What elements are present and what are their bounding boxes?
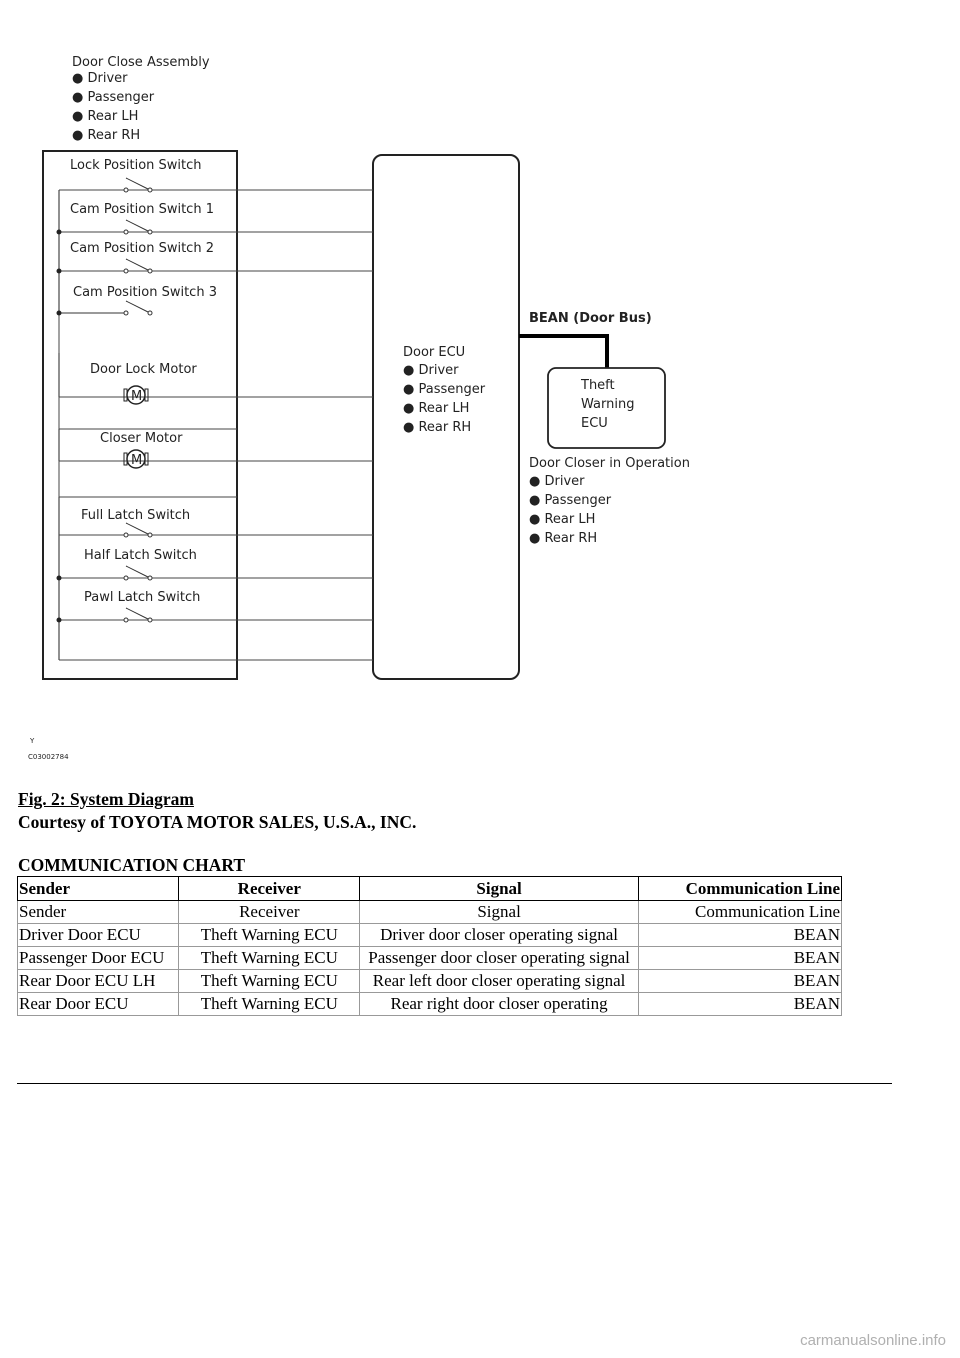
column-header: Sender bbox=[18, 877, 179, 901]
ecu-item: ● Rear RH bbox=[403, 420, 472, 435]
switch-label: Cam Position Switch 1 bbox=[70, 202, 214, 217]
table-row bbox=[18, 970, 842, 993]
motor-icon bbox=[124, 386, 148, 404]
operation-item: ● Rear RH bbox=[529, 531, 598, 546]
table-cell: Communication Line bbox=[638, 901, 841, 924]
ecu-item: ● Driver bbox=[403, 363, 459, 378]
table-row bbox=[18, 993, 842, 1016]
table-cell: Theft Warning ECU bbox=[179, 993, 360, 1016]
figure-title: Fig. 2: System Diagram bbox=[18, 789, 194, 809]
theft-ecu-label: ECU bbox=[581, 416, 608, 431]
latch-label: Half Latch Switch bbox=[84, 548, 197, 563]
svg-text:M: M bbox=[131, 453, 143, 468]
table-cell: Rear Door ECU LH bbox=[18, 970, 179, 993]
table-cell: BEAN bbox=[638, 970, 841, 993]
table-header-row bbox=[18, 877, 842, 901]
assembly-item: ● Passenger bbox=[72, 90, 155, 105]
table-row bbox=[18, 901, 842, 924]
communication-chart-table bbox=[17, 876, 842, 1016]
table-cell: Passenger door closer operating signal bbox=[360, 947, 638, 970]
assembly-title: Door Close Assembly bbox=[72, 55, 210, 70]
table-cell: Passenger Door ECU bbox=[18, 947, 179, 970]
ecu-item: ● Rear LH bbox=[403, 401, 470, 416]
ref-mark: Y bbox=[30, 737, 35, 745]
column-header: Signal bbox=[360, 877, 638, 901]
assembly-item: ● Rear LH bbox=[72, 109, 139, 124]
switch-label: Cam Position Switch 3 bbox=[73, 285, 217, 300]
table-cell: Rear Door ECU bbox=[18, 993, 179, 1016]
theft-ecu-label: Theft bbox=[581, 378, 615, 393]
assembly-item: ● Rear RH bbox=[72, 128, 141, 143]
table-cell: Driver door closer operating signal bbox=[360, 924, 638, 947]
ecu-title: Door ECU bbox=[403, 345, 466, 360]
motor-wires bbox=[59, 397, 237, 497]
column-header: Receiver bbox=[179, 877, 360, 901]
switch-label: Cam Position Switch 2 bbox=[70, 241, 214, 256]
latch-label: Pawl Latch Switch bbox=[84, 590, 201, 605]
table-cell: Driver Door ECU bbox=[18, 924, 179, 947]
operation-item: ● Driver bbox=[529, 474, 585, 489]
theft-ecu-label: Warning bbox=[581, 397, 635, 412]
table-cell: BEAN bbox=[638, 924, 841, 947]
ref-code: C03002784 bbox=[28, 753, 69, 761]
table-cell: Receiver bbox=[179, 901, 360, 924]
svg-text:M: M bbox=[131, 389, 143, 404]
table-cell: Rear right door closer operating bbox=[360, 993, 638, 1016]
table-cell: BEAN bbox=[638, 993, 841, 1016]
table-cell: BEAN bbox=[638, 947, 841, 970]
column-header: Communication Line bbox=[638, 877, 841, 901]
bus-label: BEAN (Door Bus) bbox=[529, 311, 652, 326]
table-cell: Theft Warning ECU bbox=[179, 947, 360, 970]
switch-label: Lock Position Switch bbox=[70, 158, 202, 173]
table-cell: Signal bbox=[360, 901, 638, 924]
table-cell: Rear left door closer operating signal bbox=[360, 970, 638, 993]
motor-label: Door Lock Motor bbox=[90, 362, 197, 377]
operation-title: Door Closer in Operation bbox=[529, 456, 690, 471]
page-divider bbox=[17, 1083, 892, 1084]
assembly-item: ● Driver bbox=[72, 71, 128, 86]
figure-courtesy: Courtesy of TOYOTA MOTOR SALES, U.S.A., INC. bbox=[18, 812, 417, 832]
ecu-item: ● Passenger bbox=[403, 382, 486, 397]
operation-item: ● Rear LH bbox=[529, 512, 596, 527]
bean-bus-line bbox=[519, 336, 607, 368]
table-cell: Theft Warning ECU bbox=[179, 970, 360, 993]
operation-item: ● Passenger bbox=[529, 493, 612, 508]
watermark: carmanualsonline.info bbox=[800, 1332, 946, 1349]
table-row bbox=[18, 947, 842, 970]
table-cell: Sender bbox=[18, 901, 179, 924]
latch-label: Full Latch Switch bbox=[81, 508, 191, 523]
table-row bbox=[18, 924, 842, 947]
motor-label: Closer Motor bbox=[100, 431, 183, 446]
table-cell: Theft Warning ECU bbox=[179, 924, 360, 947]
chart-heading: COMMUNICATION CHART bbox=[18, 855, 246, 875]
door-ecu-box bbox=[373, 155, 519, 679]
motor-icon bbox=[124, 450, 148, 468]
